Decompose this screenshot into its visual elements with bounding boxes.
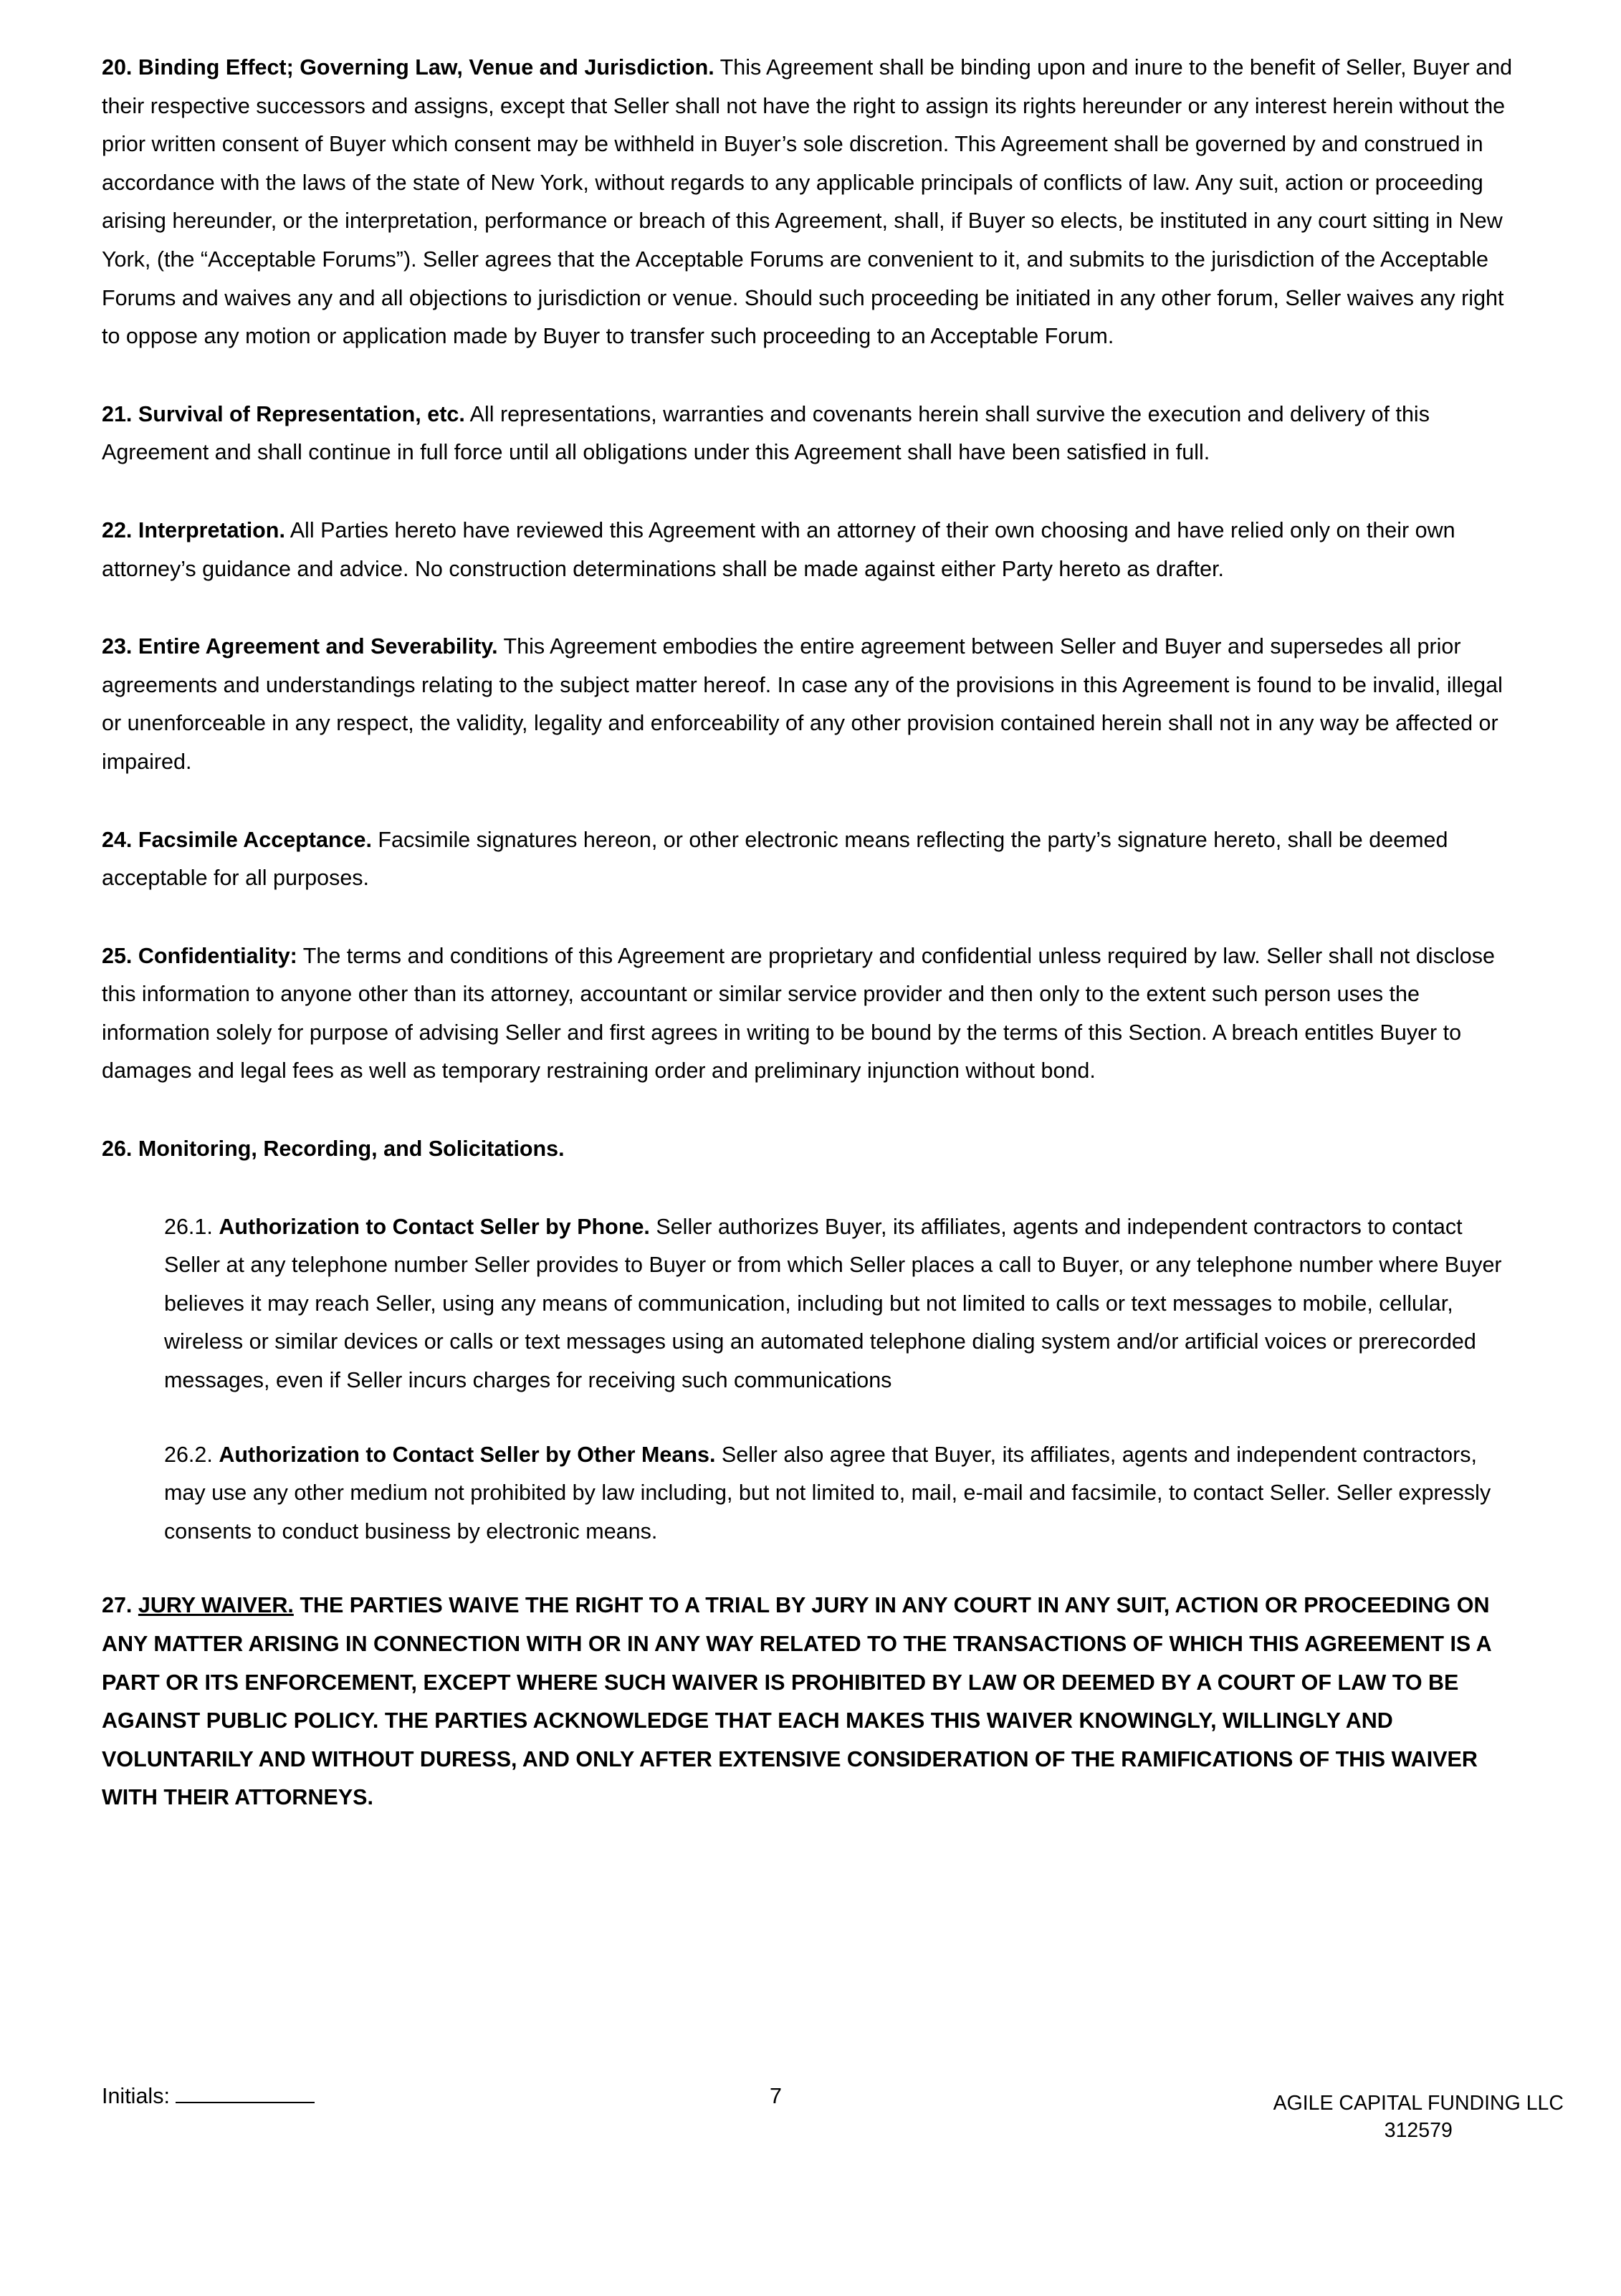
company-name: AGILE CAPITAL FUNDING LLC <box>1273 2092 1564 2115</box>
section-26-1-number: 26.1. <box>164 1214 213 1239</box>
section-20-body: This Agreement shall be binding upon and inure to the benefit of Seller, Buyer and their respective successors and assigns, except that Seller shall not have the right to assign its rights hereunder or any interest herein without the prior written consent of Buyer which consent may be withheld in Buyer’s sole discretion. This Agreement shall be governed by and construed in accordance with the laws of the state of New York, without regards to any applicable principals of conflicts of law. Any suit, action or proceeding arising hereunder, or the interpretation, performance or breach of this Agreement, shall, if Buyer so elects, be instituted in any court sitting in New York, (the “Acceptable Forums”). Seller agrees that the Acceptable Forums are convenient to it, and submits to the jurisdiction of the Acceptable Forums and waives any and all objections to jurisdiction or venue. Should such proceeding be initiated in any other forum, Seller waives any right to oppose any motion or application made by Buyer to transfer such proceeding to an Acceptable Forum. <box>102 55 1513 349</box>
section-24-body: Facsimile signatures hereon, or other electronic means reflecting the party’s signature hereto, shall be deemed acceptable for all purposes. <box>102 827 1448 891</box>
document-page <box>102 49 1521 1857</box>
reference-number: 312579 <box>1384 2119 1453 2142</box>
section-20 <box>102 49 1521 356</box>
section-25-body: The terms and conditions of this Agreement are proprietary and confidential unless required by law. Seller shall not disclose this information to anyone other than its attorney, accountant or similar service provider and then only to the extent such person uses the information solely for purpose of advising Seller and first agrees in writing to be bound by the terms of this Section. A breach entitles Buyer to damages and legal fees as well as temporary restraining order and preliminary injunction without bond. <box>102 943 1495 1084</box>
initials-blank-line <box>176 2086 315 2103</box>
section-25 <box>102 937 1521 1091</box>
section-26-2-heading: Authorization to Contact Seller by Other Means. <box>219 1442 716 1467</box>
section-26-1-body: Seller authorizes Buyer, its affiliates, agents and independent contractors to contact Seller at any telephone number Seller provides to Buyer or from which Seller places a call to Buyer, or any telephone number where Buyer believes it may reach Seller, using any means of communication, including but not limited to calls or text messages to mobile, cellular, wireless or similar devices or calls or text messages using an automated telephone dialing system and/or artificial voices or prerecorded messages, even if Seller incurs charges for receiving such communications <box>164 1214 1502 1393</box>
footer-company-block <box>1273 2090 1564 2144</box>
section-27-body: THE PARTIES WAIVE THE RIGHT TO A TRIAL BY JURY IN ANY COURT IN ANY SUIT, ACTION OR PROCEEDING ON ANY MATTER ARISING IN CONNECTION WITH OR IN ANY WAY RELATED TO THE TRANSACTIONS OF WHICH THIS AGREEMENT IS A PART OR ITS ENFORCEMENT, EXCEPT WHERE SUCH WAIVER IS PROHIBITED BY LAW OR DEEMED BY A COURT OF LAW TO BE AGAINST PUBLIC POLICY. THE PARTIES ACKNOWLEDGE THAT EACH MAKES THIS WAIVER KNOWINGLY, WILLINGLY AND VOLUNTARILY AND WITHOUT DURESS, AND ONLY AFTER EXTENSIVE CONSIDERATION OF THE RAMIFICATIONS OF THIS WAIVER WITH THEIR ATTORNEYS. <box>102 1593 1491 1810</box>
section-24-heading: 24. Facsimile Acceptance. <box>102 827 372 852</box>
section-23 <box>102 628 1521 781</box>
section-21 <box>102 396 1521 472</box>
section-23-body: This Agreement embodies the entire agreement between Seller and Buyer and supersedes all prior agreements and understandings relating to the subject matter hereof. In case any of the provisions in this Agreement is found to be invalid, illegal or unenforceable in any respect, the validity, legality and enforceability of any other provision contained herein shall not in any way be affected or impaired. <box>102 634 1503 774</box>
section-22 <box>102 512 1521 588</box>
section-26-1 <box>164 1208 1521 1400</box>
section-26-2-body: Seller also agree that Buyer, its affiliates, agents and independent contractors, may use any other medium not prohibited by law including, but not limited to, mail, e-mail and facsimile, to contact Seller. Seller expressly consents to conduct business by electronic means. <box>164 1442 1491 1544</box>
section-21-heading: 21. Survival of Representation, etc. <box>102 401 465 426</box>
section-26-1-heading: Authorization to Contact Seller by Phone. <box>219 1214 650 1239</box>
section-21-body: All representations, warranties and covenants herein shall survive the execution and delivery of this Agreement and shall continue in full force until all obligations under this Agreement shall have been satisfied in full. <box>102 401 1430 465</box>
section-27 <box>102 1587 1521 1817</box>
section-27-heading: JURY WAIVER. <box>138 1593 294 1618</box>
initials-label: Initials: <box>102 2084 170 2108</box>
section-23-heading: 23. Entire Agreement and Severability. <box>102 634 498 659</box>
section-25-heading: 25. Confidentiality: <box>102 943 297 968</box>
page-number: 7 <box>770 2084 782 2108</box>
section-22-body: All Parties hereto have reviewed this Agreement with an attorney of their own choosing and have relied only on their own attorney’s guidance and advice. No construction determinations shall be made against either Party hereto as drafter. <box>102 517 1455 581</box>
section-27-number: 27. <box>102 1593 133 1618</box>
section-26-2 <box>164 1436 1521 1551</box>
section-26-heading: 26. Monitoring, Recording, and Solicitations. <box>102 1137 565 1162</box>
section-26-2-number: 26.2. <box>164 1442 213 1467</box>
section-24 <box>102 821 1521 898</box>
section-22-heading: 22. Interpretation. <box>102 517 285 542</box>
initials-field <box>102 2084 315 2109</box>
section-20-heading: 20. Binding Effect; Governing Law, Venue and Jurisdiction. <box>102 55 714 80</box>
